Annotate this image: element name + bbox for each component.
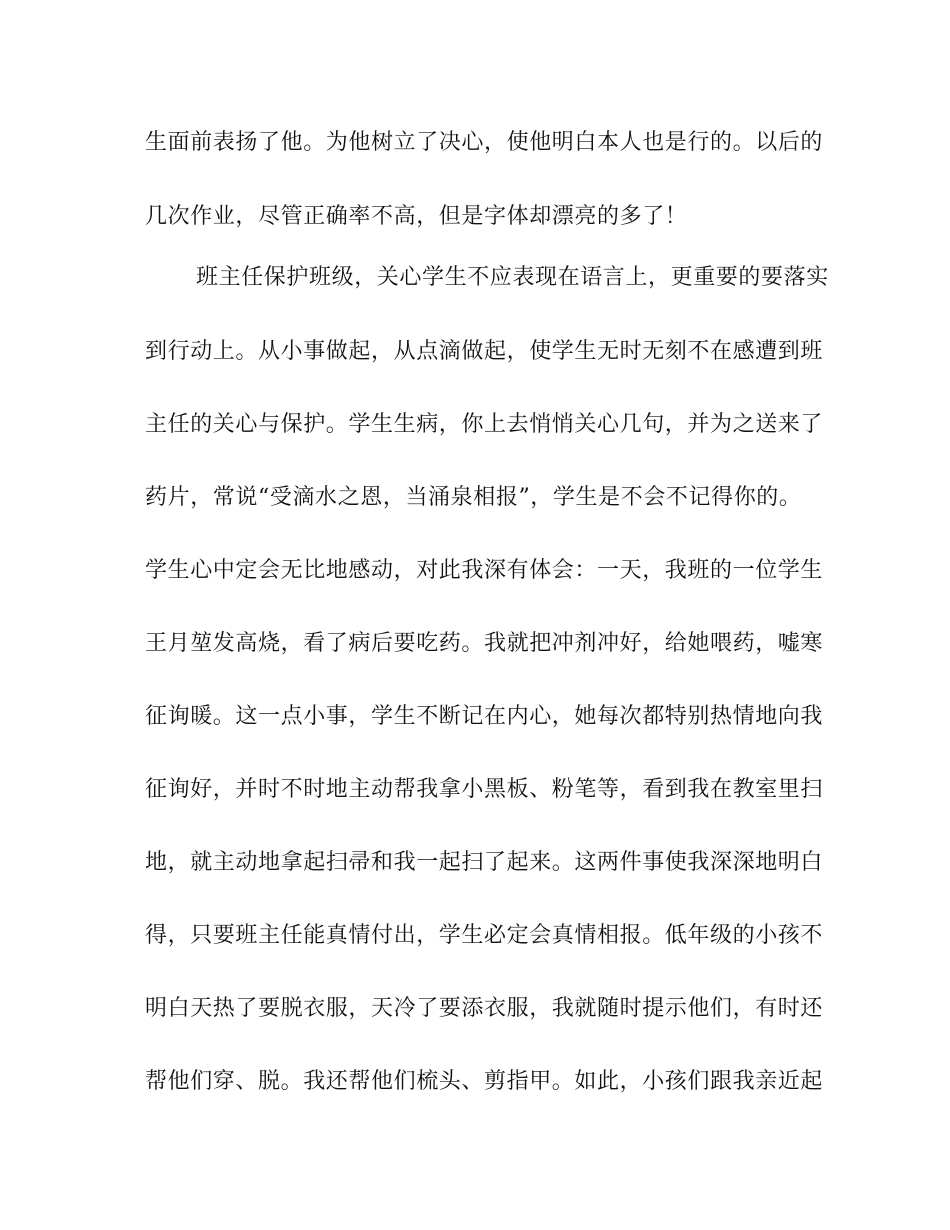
- paragraph-first-line: 班主任保护班级，关心学生不应表现在语言上，更重要的要落实: [196, 265, 829, 290]
- text-line: 几次作业，尽管正确率不高，但是字体却漂亮的多了！: [145, 204, 688, 229]
- text-line: 学生心中定会无比地感动，对此我深有体会：一天，我班的一位学生: [145, 558, 824, 583]
- text-line: 主任的关心与保护。学生生病，你上去悄悄关心几句，并为之送来了: [145, 412, 824, 437]
- text-line: 征询暖。这一点小事，学生不断记在内心，她每次都特别热情地向我: [145, 704, 824, 729]
- text-line: 征询好，并时不时地主动帮我拿小黑板、粉笔等，看到我在教室里扫: [145, 777, 824, 802]
- text-line: 到行动上。从小事做起，从点滴做起，使学生无时无刻不在感遭到班: [145, 339, 824, 364]
- text-line: 地，就主动地拿起扫帚和我一起扫了起来。这两件事使我深深地明白: [145, 850, 824, 875]
- text-line: 得，只要班主任能真情付出，学生必定会真情相报。低年级的小孩不: [145, 923, 824, 948]
- text-line: 药片，常说“受滴水之恩，当涌泉相报”，学生是不会不记得你的。: [145, 485, 802, 510]
- text-line: 王月堃发高烧，看了病后要吃药。我就把冲剂冲好，给她喂药，嘘寒: [145, 631, 824, 656]
- text-line: 生面前表扬了他。为他树立了决心，使他明白本人也是行的。以后的: [145, 130, 824, 155]
- text-line: 帮他们穿、脱。我还帮他们梳头、剪指甲。如此，小孩们跟我亲近起: [145, 1069, 824, 1094]
- text-line: 明白天热了要脱衣服，天冷了要添衣服，我就随时提示他们，有时还: [145, 996, 824, 1021]
